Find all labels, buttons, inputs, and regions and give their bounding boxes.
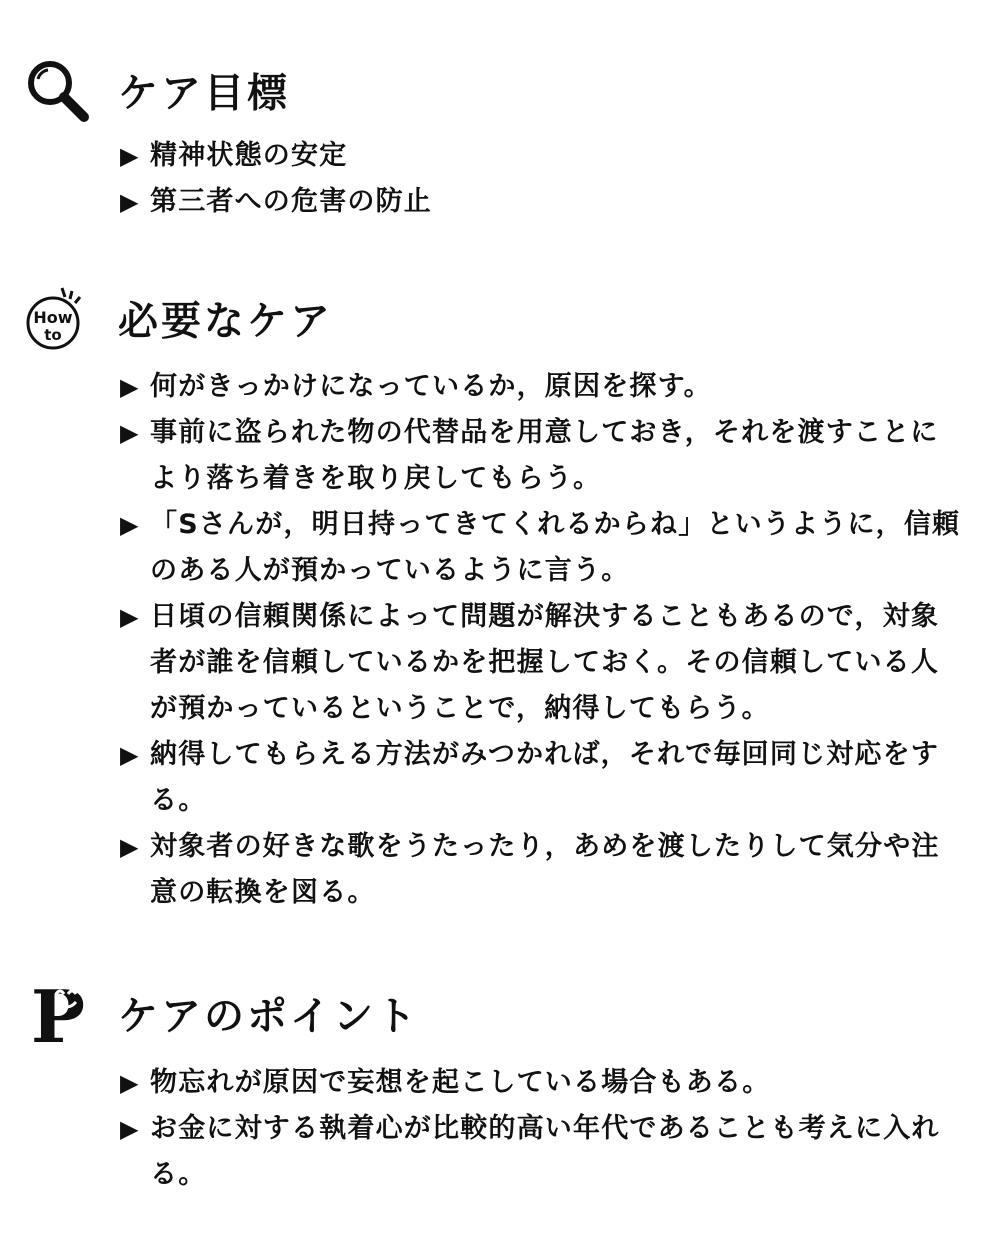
svg-text:How: How <box>33 308 73 327</box>
bullet-marker: ▶ <box>120 188 140 216</box>
bullet-marker: ▶ <box>120 142 140 170</box>
magnifier-icon <box>24 57 90 123</box>
list-item: ▶ 何がきっかけになっているか，原因を探す。 <box>120 364 965 410</box>
list-item: ▶ お金に対する執着心が比較的高い年代であることも考えに入れる。 <box>120 1106 965 1198</box>
list-item: ▶ 「Sさんが，明日持ってきてくれるからね」というように，信頼のある人が預かっているように言う。 <box>120 502 965 594</box>
svg-text:to: to <box>44 326 62 344</box>
list-item: ▶ 日頃の信頼関係によって問題が解決することもあるので，対象者が誰を信頼しているかを把握しておく。その信頼している人が預かっているということで，納得してもらう。 <box>120 594 965 732</box>
section-heading-care-point <box>0 973 1000 1053</box>
section-heading-care-goal <box>0 50 1000 130</box>
bullet-marker: ▶ <box>120 741 140 769</box>
list-item: ▶ 精神状態の安定 <box>120 133 965 179</box>
list-item: ▶ 納得してもらえる方法がみつかれば，それで毎回同じ対応をする。 <box>120 732 965 824</box>
care-goal-title: ケア目標 <box>118 70 290 117</box>
p-face-icon <box>22 978 98 1048</box>
care-point-list <box>120 1060 965 1198</box>
bullet-marker: ▶ <box>120 511 140 539</box>
bullet-marker: ▶ <box>120 419 140 447</box>
bullet-marker: ▶ <box>120 603 140 631</box>
list-item: ▶ 事前に盗られた物の代替品を用意しておき，それを渡すことにより落ち着きを取り戻してもらう。 <box>120 410 965 502</box>
how-to-icon <box>22 285 88 351</box>
bullet-marker: ▶ <box>120 373 140 401</box>
list-item: ▶ 第三者への危害の防止 <box>120 179 965 225</box>
needed-care-title: 必要なケア <box>118 298 333 345</box>
care-goal-list <box>120 133 965 225</box>
list-item: ▶ 対象者の好きな歌をうたったり，あめを渡したりして気分や注意の転換を図る。 <box>120 824 965 916</box>
bullet-marker: ▶ <box>120 1069 140 1097</box>
bullet-marker: ▶ <box>120 833 140 861</box>
svg-text:P: P <box>30 978 86 1048</box>
section-heading-needed-care <box>0 278 1000 358</box>
care-point-title: ケアのポイント <box>118 993 419 1040</box>
bullet-marker: ▶ <box>120 1115 140 1143</box>
needed-care-list <box>120 364 965 916</box>
list-item: ▶ 物忘れが原因で妄想を起こしている場合もある。 <box>120 1060 965 1106</box>
